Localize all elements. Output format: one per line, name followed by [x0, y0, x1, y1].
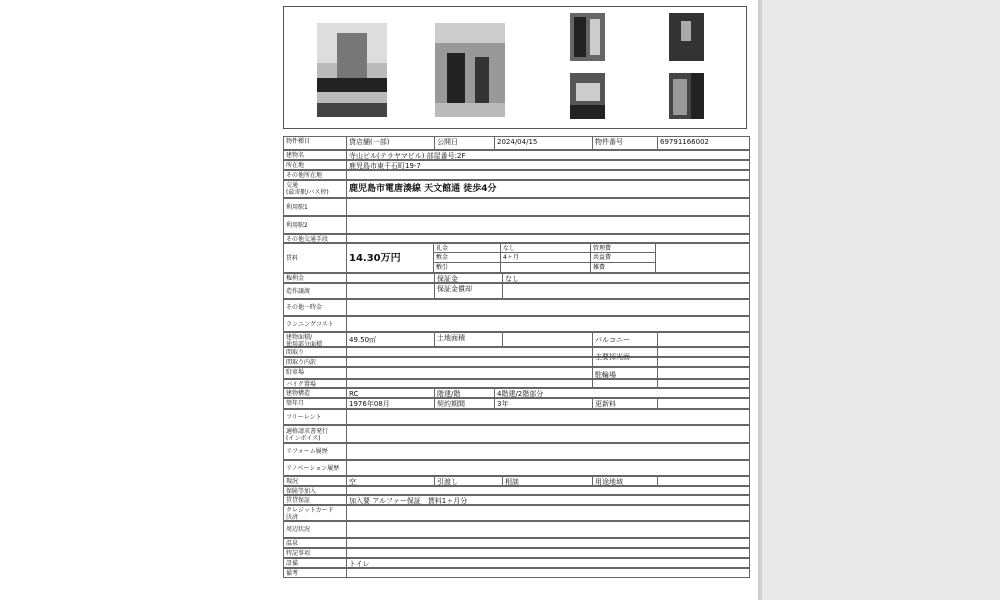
row-onsen	[283, 538, 750, 548]
table-cell: リノベーション履歴	[286, 465, 340, 472]
table-cell: 特記事項	[286, 550, 311, 557]
row-other-transport	[283, 234, 750, 243]
table-cell	[346, 410, 751, 424]
table-cell	[657, 477, 751, 485]
row-bike	[283, 379, 750, 388]
table-cell	[346, 426, 751, 442]
table-cell: 温泉	[286, 540, 299, 547]
table-cell: 建物構造	[286, 390, 311, 397]
table-cell: 貸店舗(一部)	[346, 137, 434, 149]
table-cell: 間取り	[286, 349, 305, 356]
table-cell	[346, 368, 592, 378]
row-zosaku	[283, 283, 750, 299]
table-cell	[346, 487, 751, 494]
table-cell: 賃料	[286, 255, 299, 262]
table-cell: 空	[346, 477, 434, 485]
table-cell: 交通 (最寄駅/バス停)	[286, 182, 329, 196]
table-cell: 4階建/2階部分	[494, 389, 751, 397]
table-cell	[346, 317, 751, 331]
table-cell: 利用駅1	[286, 204, 308, 211]
row-freerent	[283, 409, 750, 425]
table-cell: 備考	[286, 570, 299, 577]
table-cell	[346, 506, 751, 520]
table-cell: 間取り内訳	[286, 359, 317, 366]
table-cell: 共益費	[590, 252, 656, 263]
table-cell	[346, 569, 751, 577]
row-built	[283, 398, 750, 409]
table-cell: その他所在地	[286, 172, 323, 179]
table-cell	[346, 348, 592, 356]
row-layout	[283, 347, 750, 361]
table-cell: トイレ	[346, 559, 751, 567]
table-cell: 49.50㎡	[346, 333, 434, 346]
photo-interior[interactable]	[570, 73, 605, 119]
table-cell	[346, 358, 592, 366]
table-cell: 鹿児島市東千石町19-7	[346, 161, 751, 169]
table-cell	[346, 522, 751, 537]
row-guarantee	[283, 495, 750, 505]
table-cell: 契約期間	[434, 399, 494, 408]
table-cell: 引渡し	[434, 477, 502, 485]
row-running	[283, 316, 750, 332]
table-cell	[657, 380, 751, 387]
row-layout-detail	[283, 357, 750, 367]
table-cell: 物件番号	[592, 137, 657, 149]
row-building	[283, 150, 750, 160]
table-cell: 加入要 アルファー保証 賃料1ヶ月分	[346, 496, 751, 504]
table-cell: 土地面積	[434, 333, 502, 346]
row-special	[283, 548, 750, 558]
table-cell	[657, 348, 751, 356]
table-cell: 建物面積/ 使用部分面積	[286, 334, 323, 348]
scan-edge	[758, 0, 762, 600]
table-cell: 利用駅2	[286, 222, 308, 229]
row-station1	[283, 198, 750, 216]
table-cell	[346, 380, 592, 387]
photo-storefront[interactable]	[435, 23, 505, 117]
table-cell	[657, 368, 751, 378]
table-cell: 寺山ビル(テラヤマビル) 部屋番号:2F	[346, 151, 751, 159]
table-cell: 管理費	[590, 243, 656, 253]
table-cell	[346, 274, 434, 282]
table-cell: クレジットカード 決済	[286, 507, 334, 521]
row-key-money	[283, 273, 750, 283]
table-cell: 設備	[286, 560, 299, 567]
row-insurance	[283, 486, 750, 495]
table-cell: 鹿児島市電唐湊線 天文館通 徒歩4分	[346, 181, 751, 197]
table-cell: 敷金	[433, 252, 501, 263]
table-cell: 賃貸保証	[286, 497, 311, 504]
row-notes	[283, 568, 750, 578]
photo-entrance[interactable]	[570, 13, 605, 61]
table-cell: 礼金	[433, 243, 501, 253]
row-station2	[283, 216, 750, 234]
table-cell: なし	[500, 243, 591, 253]
row-area	[283, 332, 750, 347]
row-access	[283, 180, 750, 198]
row-parking	[283, 367, 750, 379]
table-cell: バルコニー	[592, 333, 657, 346]
table-cell: 4ヶ月	[500, 252, 591, 263]
row-address	[283, 160, 750, 170]
row-other-address	[283, 170, 750, 180]
table-cell: 1976年08月	[346, 399, 434, 408]
table-cell: 現況	[286, 478, 299, 485]
table-cell: 権利金	[286, 275, 305, 282]
table-cell: 敷引	[433, 262, 501, 273]
table-cell: その他交通手段	[286, 236, 329, 243]
row-reform	[283, 443, 750, 460]
scan-background	[758, 0, 1000, 600]
table-cell: 雑費	[590, 262, 656, 273]
table-cell: 駐車場	[286, 369, 305, 376]
table-cell: 公開日	[434, 137, 494, 149]
table-cell: 建物名	[286, 152, 305, 159]
table-cell: 用途地域	[592, 477, 657, 485]
table-cell: バイク置場	[286, 381, 316, 388]
table-cell	[592, 380, 657, 387]
table-cell: 保証金	[434, 274, 502, 282]
table-cell: 築年月	[286, 400, 305, 407]
table-cell	[346, 461, 751, 475]
table-cell	[346, 217, 751, 233]
table-cell	[346, 549, 751, 557]
table-cell: 保険等加入	[286, 488, 317, 495]
photo-gallery	[283, 6, 747, 129]
row-other-onetime	[283, 299, 750, 316]
row-equipment	[283, 558, 750, 568]
row-structure	[283, 388, 750, 398]
row-credit	[283, 505, 750, 521]
table-cell: 更新料	[592, 399, 657, 408]
table-cell: 所在地	[286, 162, 305, 169]
photo-building-exterior[interactable]	[317, 23, 387, 117]
table-cell: 2024/04/15	[494, 137, 592, 149]
table-cell	[346, 444, 751, 459]
table-cell: 駐輪場	[592, 368, 657, 378]
table-cell	[346, 171, 751, 179]
table-cell	[346, 235, 751, 242]
table-cell: 造作譲渡	[286, 288, 311, 295]
row-status	[283, 476, 750, 486]
table-cell	[657, 358, 751, 366]
table-cell	[502, 333, 592, 346]
table-cell: 14.30万円	[346, 244, 434, 272]
photo-hallway[interactable]	[669, 13, 704, 61]
table-cell: フリーレント	[286, 414, 322, 421]
table-cell	[346, 539, 751, 547]
table-cell	[657, 333, 751, 346]
table-cell	[346, 199, 751, 215]
table-cell	[346, 300, 751, 315]
table-cell: 相談	[502, 477, 592, 485]
table-cell: 69791166002	[657, 137, 751, 149]
table-cell: 3年	[494, 399, 592, 408]
row-invoice	[283, 425, 750, 443]
table-cell: 保証金償却	[434, 284, 502, 298]
table-cell: 主要採光面	[592, 348, 657, 356]
table-cell: リフォーム履歴	[286, 448, 328, 455]
row-type	[283, 136, 750, 150]
table-cell	[500, 262, 591, 273]
table-cell: 階建/階	[434, 389, 494, 397]
table-cell: 物件種目	[286, 138, 311, 145]
row-surroundings	[283, 521, 750, 538]
table-cell: 適格請求書発行 (インボイス)	[286, 428, 329, 442]
table-cell: 周辺状況	[286, 526, 311, 533]
table-cell	[502, 284, 751, 298]
row-renovation	[283, 460, 750, 476]
table-cell: RC	[346, 389, 434, 397]
table-cell: ランニングコスト	[286, 321, 334, 328]
table-cell: その他一時金	[286, 304, 323, 311]
table-cell	[592, 358, 657, 366]
table-cell	[657, 399, 751, 408]
table-cell	[346, 284, 434, 298]
table-cell: なし	[502, 274, 751, 282]
photo-room-door[interactable]	[669, 73, 704, 119]
